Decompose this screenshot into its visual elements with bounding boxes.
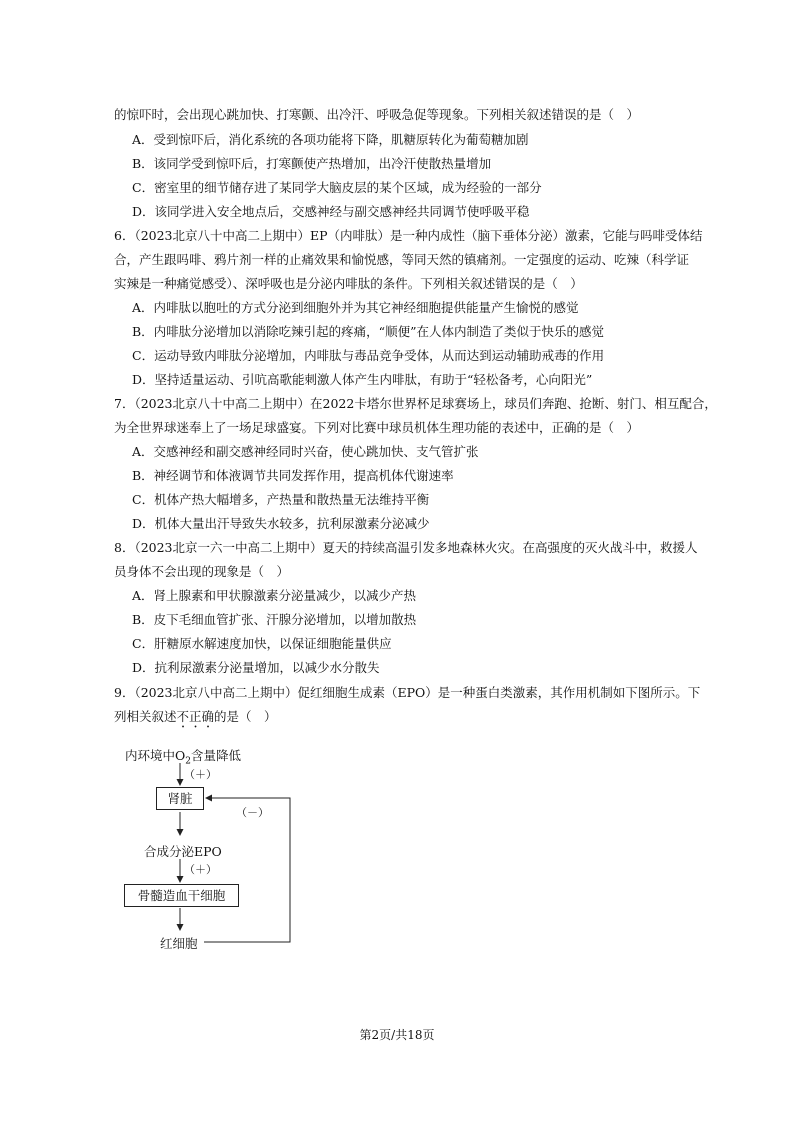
plus-sign-2: （＋） [184, 863, 217, 876]
low-oxygen-label: 内环境中$O_2$含量降低 [125, 748, 241, 767]
q5-option-b: B．该同学受到惊吓后，打寒颤使产热增加，出冷汗使散热量增加 [132, 156, 492, 171]
page-number: 第2页/共18页 [359, 1028, 435, 1042]
q5-option-d: D．该同学进入安全地点后，交感神经与副交感神经共同调节使呼吸平稳 [132, 204, 530, 219]
minus-sign: （－） [236, 806, 269, 819]
q8-option-b: B．皮下毛细血管扩张、汗腺分泌增加，以增加散热 [132, 612, 417, 627]
q5-option-c: C．密室里的细节储存进了某同学大脑皮层的某个区域，成为经验的一部分 [132, 180, 542, 195]
q9-stem-line-1: 9．（2023北京八中高二上期中）促红细胞生成素（EPO）是一种蛋白类激素，其作用机制如下图所示。下 [114, 685, 701, 700]
q6-option-a: A．内啡肽以胞吐的方式分泌到细胞外并为其它神经细胞提供能量产生愉悦的感觉 [132, 300, 579, 315]
q6-stem-line-2: 合，产生跟吗啡、鸦片剂一样的止痛效果和愉悦感，等同天然的镇痛剂。一定强度的运动、吃辣（科学证 [114, 252, 690, 267]
q8-option-c: C．肝糖原水解速度加快，以保证细胞能量供应 [132, 636, 392, 651]
q8-stem-line-1: 8．（2023北京一六一中高二上期中）夏天的持续高温引发多地森林火灾。在高强度的灭火战斗中，救援人 [114, 540, 698, 555]
q6-option-b: B．内啡肽分泌增加以消除吃辣引起的疼痛，“顺便”在人体内制造了类似于快乐的感觉 [132, 324, 604, 339]
question-5-stem-end: 的惊吓时，会出现心跳加快、打寒颤、出冷汗、呼吸急促等现象。下列相关叙述错误的是（ ） [114, 107, 640, 122]
q9-emphasis-not-correct: 不正确 [176, 709, 215, 724]
kidney-box: 肾脏 [156, 787, 204, 810]
q9-stem-pre: 列相关叙述 [114, 709, 177, 724]
q8-option-a: A．肾上腺素和甲状腺激素分泌量减少，以减少产热 [132, 588, 417, 603]
secrete-epo-label: 合成分泌EPO [144, 844, 222, 859]
q6-option-d: D．坚持适量运动、引吭高歌能刺激人体产生内啡肽，有助于“轻松备考，心向阳光” [132, 372, 593, 387]
q7-option-c: C．机体产热大幅增多，产热量和散热量无法维持平衡 [132, 492, 430, 507]
q6-stem-line-3: 实辣是一种痛觉感受）、深呼吸也是分泌内啡肽的条件。下列相关叙述错误的是（ ） [114, 276, 583, 291]
q7-option-a: A．交感神经和副交感神经同时兴奋，使心跳加快、支气管扩张 [132, 444, 479, 459]
q6-option-c: C．运动导致内啡肽分泌增加，内啡肽与毒品竞争受体，从而达到运动辅助戒毒的作用 [132, 348, 605, 363]
q5-option-a: A．受到惊吓后，消化系统的各项功能将下降，肌糖原转化为葡萄糖加剧 [132, 132, 529, 147]
plus-sign-1: （＋） [184, 768, 217, 781]
q7-option-d: D．机体大量出汗导致失水较多，抗利尿激素分泌减少 [132, 516, 430, 531]
q6-stem-line-1: 6．（2023北京八十中高二上期中）EP（内啡肽）是一种内成性（脑下垂体分泌）激素，它能与吗啡受体结 [114, 228, 703, 243]
stem-cell-box: 骨髓造血干细胞 [124, 884, 239, 907]
q7-stem-line-1: 7．（2023北京八十中高二上期中）在2022卡塔尔世界杯足球赛场上，球员们奔跑、抢断、射门、相互配合， [114, 396, 717, 411]
q8-stem-line-2: 员身体不会出现的现象是（ ） [114, 564, 290, 579]
q9-stem-post: 的是（ ） [214, 709, 277, 724]
q7-option-b: B．神经调节和体液调节共同发挥作用，提高机体代谢速率 [132, 468, 454, 483]
red-blood-cell-label: 红细胞 [160, 936, 198, 951]
q7-stem-line-2: 为全世界球迷奉上了一场足球盛宴。下列对比赛中球员机体生理功能的表述中，正确的是（ ） [114, 420, 640, 435]
q8-option-d: D．抗利尿激素分泌量增加，以减少水分散失 [132, 660, 380, 675]
